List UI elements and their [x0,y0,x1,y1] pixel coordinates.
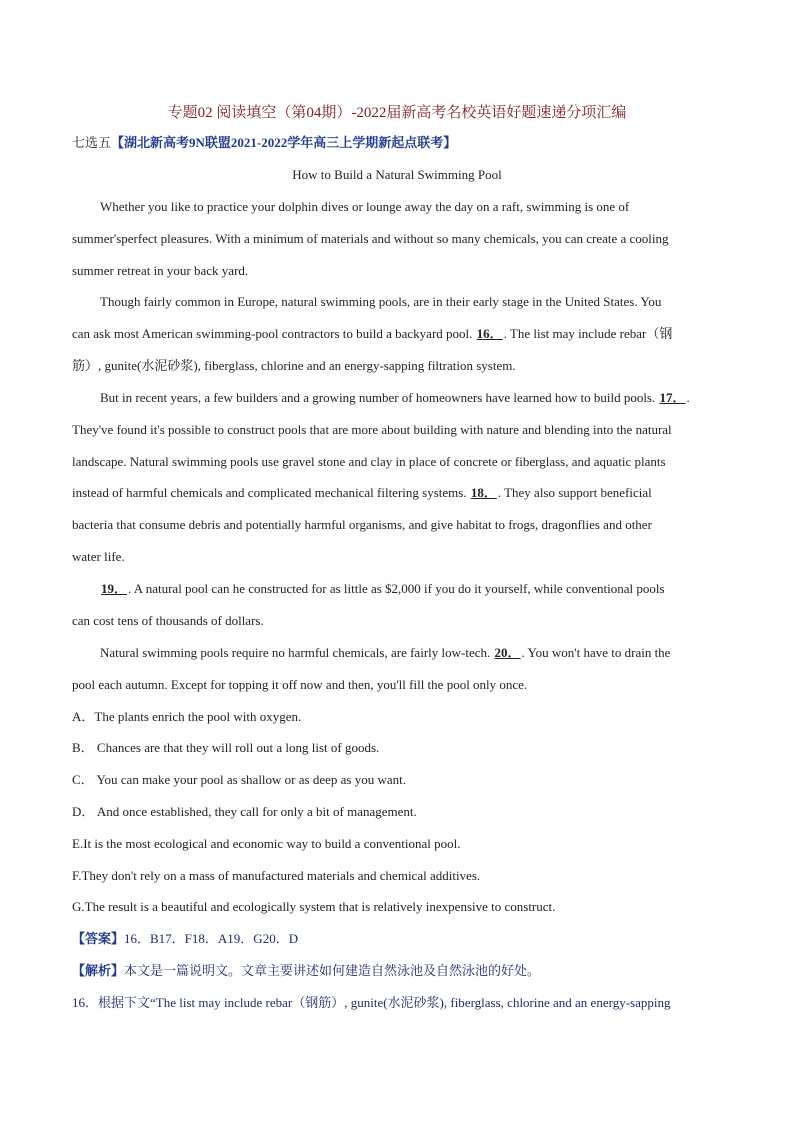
text-segment: . They also support beneficial [497,485,652,500]
paragraph-line [100,644,760,662]
text-segment: . [686,390,690,405]
blank-20: 20． [494,645,521,660]
blank-18: 18． [470,485,497,500]
option-e: E.It is the most ecological and economic way to build a conventional pool. [72,836,461,851]
blank-16: 16． [476,326,503,341]
option-a: A．The plants enrich the pool with oxygen. [72,709,302,724]
answer-line [72,930,732,948]
text-segment: can ask most American swimming-pool contractors to build a backyard pool. [72,326,476,341]
text-segment: But in recent years, a few builders and a growing number of homeowners have learned how to build pools. [100,390,659,405]
analysis-text: 本文是一篇说明文。文章主要讲述如何建造自然泳池及自然泳池的好处。 [124,963,541,978]
text-segment: instead of harmful chemicals and complicated mechanical filtering systems. [72,485,470,500]
analysis-line [72,962,732,980]
option-f: F.They don't rely on a mass of manufactured materials and chemical additives. [72,868,481,883]
paragraph-line [100,580,760,598]
paragraph-line: Whether you like to practice your dolphin dives or lounge away the day on a raft, swimming is one of [100,199,630,214]
paragraph-line: can cost tens of thousands of dollars. [72,613,264,628]
answer-text: 16．B17．F18．A19．G20．D [124,931,299,946]
paragraph-line: water life. [72,549,125,564]
answer-tag: 【答案】 [72,931,125,946]
option-b: B． Chances are that they will roll out a long list of goods. [72,740,380,755]
paragraph-line [72,325,732,343]
paragraph-line: landscape. Natural swimming pools use gravel stone and clay in place of concrete or fiberglass, and aquatic plants [72,454,666,469]
paragraph-line [100,389,760,407]
paragraph-line: pool each autumn. Except for topping it off now and then, you'll fill the pool only once. [72,677,528,692]
blank-19: 19． [101,581,128,596]
paragraph-line: summer retreat in your back yard. [72,263,249,278]
analysis-item-16: 16．根据下文“The list may include rebar（钢筋）, gunite(水泥砂浆), fiberglass, chlorine and an energy-sapping [72,995,671,1010]
option-c: C． You can make your pool as shallow or as deep as you want. [72,772,406,787]
section-heading [72,134,732,152]
paragraph-line: Though fairly common in Europe, natural swimming pools, are in their early stage in the United States. You [100,294,662,309]
passage-title: How to Build a Natural Swimming Pool [292,167,502,182]
section-source: 【湖北新高考9N联盟2021-2022学年高三上学期新起点联考】 [111,135,457,150]
text-segment: Natural swimming pools require no harmful chemicals, are fairly low-tech. [100,645,494,660]
option-d: D． And once established, they call for only a bit of management. [72,804,417,819]
paragraph-line: They've found it's possible to construct pools that are more about building with nature and blending into the natural [72,422,672,437]
paragraph-line: summer'sperfect pleasures. With a minimum of materials and without so many chemicals, you can create a cooling [72,231,669,246]
paragraph-line [72,484,732,502]
analysis-tag: 【解析】 [72,963,125,978]
paragraph-line: 筋）, gunite(水泥砂浆), fiberglass, chlorine and an energy-sapping filtration system. [72,358,516,373]
section-label: 七选五 [72,135,112,150]
text-segment: . A natural pool can he constructed for as little as $2,000 if you do it yourself, while conventional pools [128,581,665,596]
paragraph-line: bacteria that consume debris and potentially harmful organisms, and give habitat to frogs, dragonflies and other [72,517,652,532]
blank-17: 17． [659,390,686,405]
text-segment: . The list may include rebar（钢 [503,326,673,341]
page-title: 专题02 阅读填空（第04期）-2022届新高考名校英语好题速递分项汇编 [167,105,627,121]
text-segment: . You won't have to drain the [521,645,671,660]
option-g: G.The result is a beautiful and ecologically system that is relatively inexpensive to construct. [72,899,556,914]
